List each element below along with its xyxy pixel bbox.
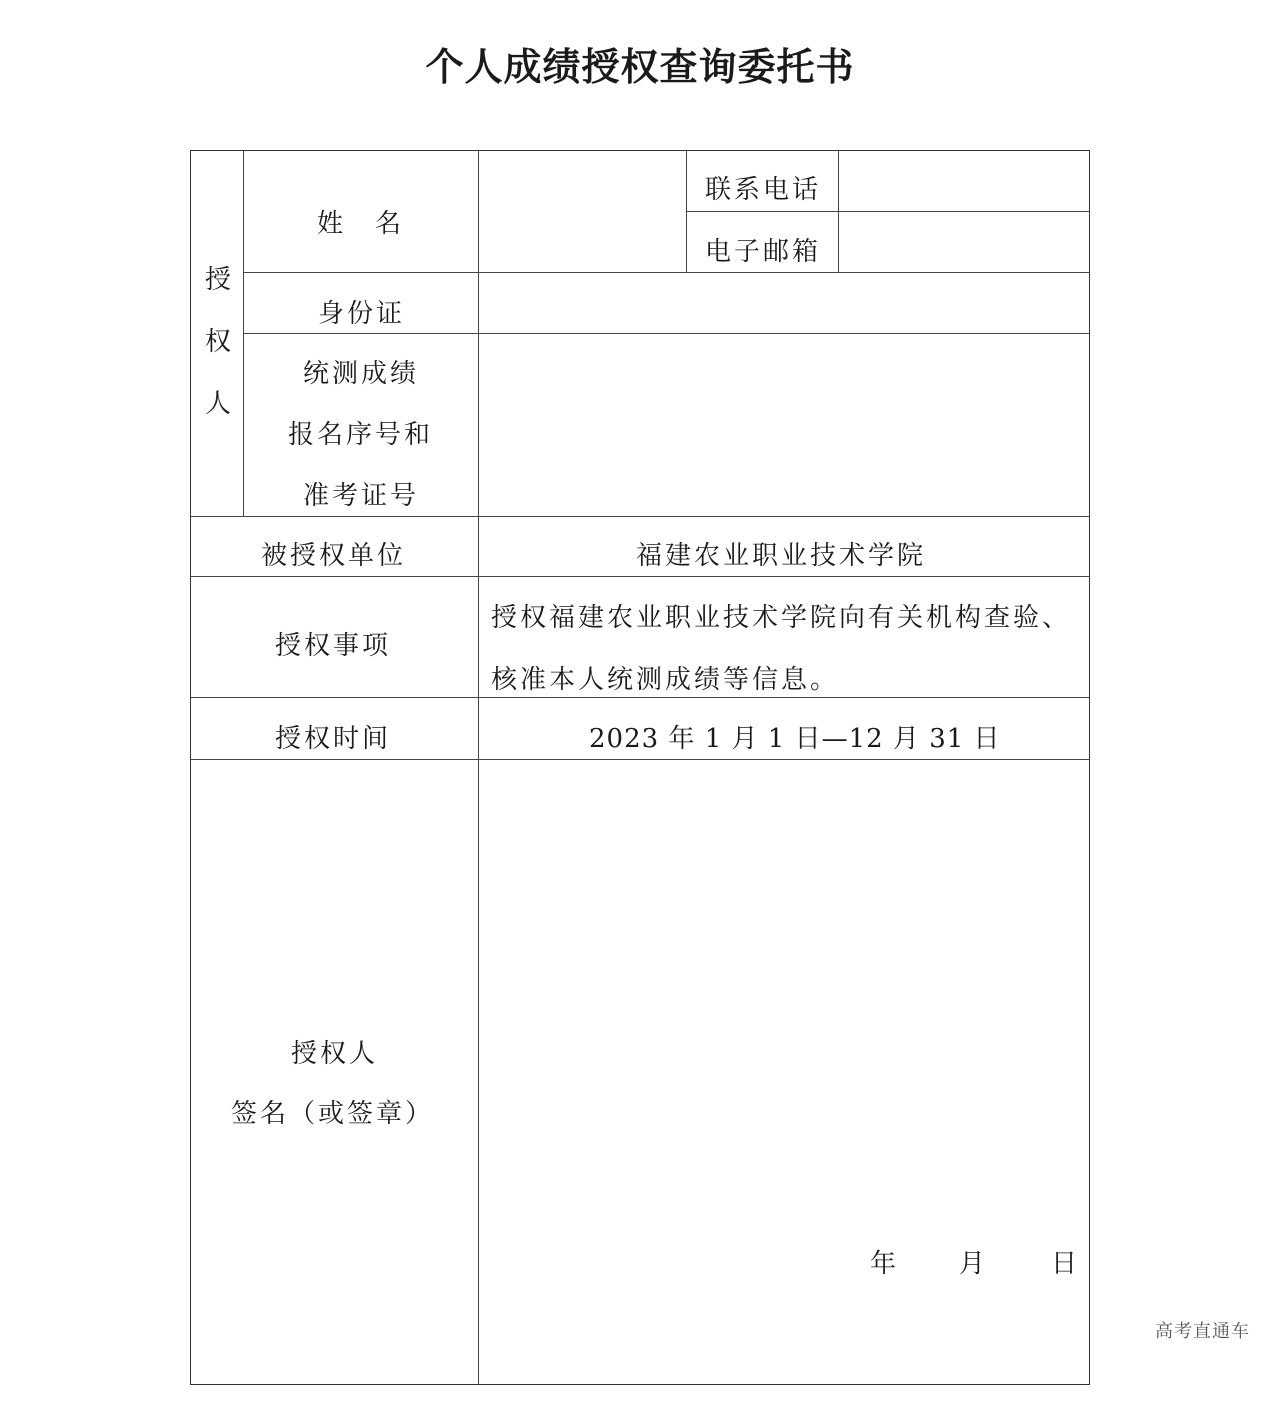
document-title: 个人成绩授权查询委托书 bbox=[425, 45, 855, 89]
matter-value-line-1: 授权福建农业职业技术学院向有关机构查验、 bbox=[491, 603, 1072, 633]
sign-label-line-2: 签名（或签章） bbox=[231, 1099, 435, 1129]
grantor-group-label: 授 权 人 bbox=[204, 265, 231, 419]
matter-value-line-2: 核准本人统测成绩等信息。 bbox=[491, 665, 840, 695]
email-label: 电子邮箱 bbox=[705, 237, 822, 267]
label-column-divider bbox=[478, 151, 479, 1384]
date-day: 日 bbox=[1051, 1249, 1081, 1279]
time-label: 授权时间 bbox=[275, 724, 392, 754]
phone-email-divider bbox=[686, 211, 1089, 212]
name-label: 姓 名 bbox=[317, 209, 405, 239]
date-month: 月 bbox=[959, 1249, 989, 1279]
time-value: 2023 年 1 月 1 日—12 月 31 日 bbox=[589, 724, 1001, 754]
row-divider-exam bbox=[191, 516, 1089, 517]
phone-field[interactable] bbox=[841, 153, 1087, 209]
exam-label-line-1: 统测成绩 bbox=[303, 359, 420, 389]
name-field[interactable] bbox=[481, 153, 684, 270]
authorization-form bbox=[190, 150, 1090, 1385]
date-year: 年 bbox=[870, 1249, 900, 1279]
email-field[interactable] bbox=[841, 214, 1087, 270]
watermark: 高考直通车 bbox=[1155, 1321, 1250, 1342]
row-divider-matter bbox=[191, 697, 1089, 698]
matter-label: 授权事项 bbox=[275, 631, 392, 661]
exam-number-field[interactable] bbox=[481, 336, 1087, 514]
phone-label: 联系电话 bbox=[705, 175, 822, 205]
row-divider-time bbox=[191, 759, 1089, 760]
id-label: 身份证 bbox=[318, 299, 406, 329]
id-field[interactable] bbox=[481, 275, 1087, 331]
sign-label-line-1: 授权人 bbox=[291, 1039, 379, 1069]
signature-area[interactable] bbox=[481, 762, 1087, 1232]
phone-label-divider-left bbox=[686, 151, 687, 273]
phone-label-divider-right bbox=[838, 151, 839, 273]
exam-label-line-3: 准考证号 bbox=[303, 481, 420, 511]
row-divider-grantee bbox=[191, 576, 1089, 577]
exam-label-line-2: 报名序号和 bbox=[288, 420, 434, 450]
row-divider-id bbox=[243, 333, 1089, 334]
grantee-label: 被授权单位 bbox=[261, 541, 407, 571]
grantee-value: 福建农业职业技术学院 bbox=[636, 541, 927, 571]
row-divider-name bbox=[243, 272, 1089, 273]
